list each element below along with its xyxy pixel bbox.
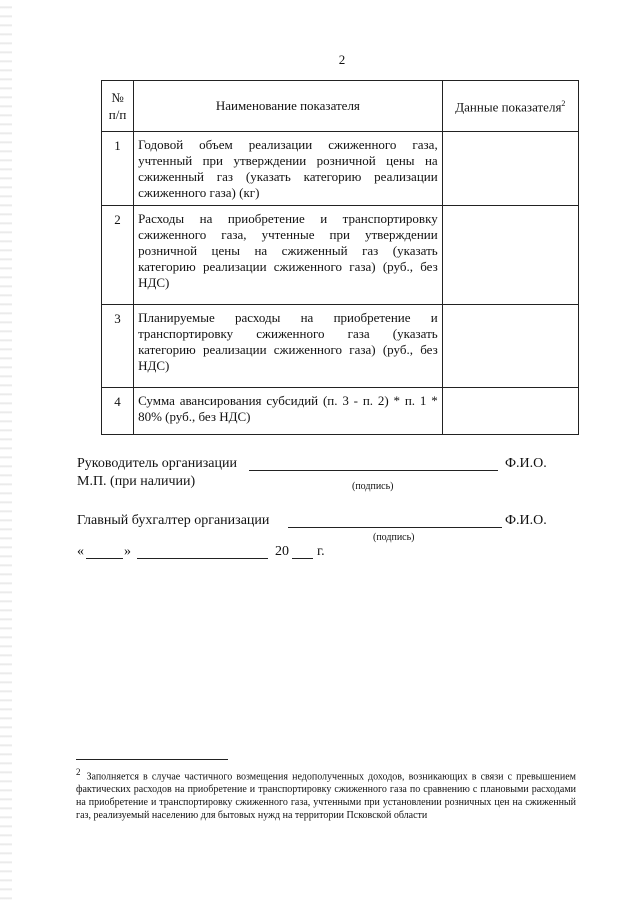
table-header-row (102, 81, 579, 132)
accountant-sign-caption: (подпись) (373, 532, 415, 543)
footnote-text: Заполняется в случае частичного возмещения недополученных доходов, возникающих в связи с превышением фактических расходов на приобретение и транспортировку сжиженного газа по сравнению с плановыми расходами на приобретение и транспортировку сжиженного газа, учтенными при установлении розничных цен на сжиженный газ, реализуемый населению для бытовых нужд на территории Псковской области (76, 771, 576, 822)
row-value (442, 206, 578, 305)
date-year-line[interactable] (292, 558, 313, 559)
row-name: Планируемые расходы на приобретение и транспортировку сжиженного газа (указать категорию реализации сжиженного газа) (руб., без НДС) (134, 305, 443, 388)
date-year-prefix: 20 (275, 544, 289, 559)
header-num-line-1: № (111, 90, 124, 105)
row-value (442, 388, 578, 435)
footnote-ref: 2 (561, 99, 566, 109)
accountant-label: Главный бухгалтер организации (77, 513, 270, 528)
date-year-suffix: г. (317, 544, 325, 559)
scan-edge (0, 0, 12, 905)
head-label: Руководитель организации (77, 456, 237, 471)
table-row (102, 132, 579, 206)
head-signature-line[interactable] (249, 470, 498, 471)
head-sign-caption: (подпись) (352, 481, 394, 492)
row-name: Сумма авансирования субсидий (п. 3 - п. 2) * п. 1 * 80% (руб., без НДС) (134, 388, 443, 435)
header-num (102, 81, 134, 132)
row-num: 2 (102, 206, 134, 305)
header-value-label: Данные показателя (455, 99, 562, 115)
accountant-fio: Ф.И.О. (505, 513, 547, 528)
header-name: Наименование показателя (134, 81, 443, 132)
row-num: 3 (102, 305, 134, 388)
row-num: 4 (102, 388, 134, 435)
header-value (442, 81, 578, 132)
row-name: Расходы на приобретение и транспортировку сжиженного газа, учтенные при утверждении розничной цены на сжиженный газ (указать категорию реализации сжиженного газа) (руб., без НДС) (134, 206, 443, 305)
row-num: 1 (102, 132, 134, 206)
table-row (102, 305, 579, 388)
date-day-line[interactable] (86, 558, 123, 559)
accountant-signature-line[interactable] (288, 527, 502, 528)
head-fio: Ф.И.О. (505, 456, 547, 471)
indicators-table (101, 80, 579, 435)
date-month-line[interactable] (137, 558, 268, 559)
row-value (442, 132, 578, 206)
table-row (102, 388, 579, 435)
header-num-line-2: п/п (108, 107, 127, 122)
row-name: Годовой объем реализации сжиженного газа, учтенный при утверждении розничной цены на сжиженный газ (указать категорию реализации сжиженного газа) (кг) (134, 132, 443, 206)
date-close-quote: » (124, 544, 131, 559)
stamp-label: М.П. (при наличии) (77, 474, 196, 489)
row-value (442, 305, 578, 388)
footnote (76, 766, 576, 822)
footnote-rule (76, 759, 228, 760)
page-number: 2 (338, 52, 346, 67)
footnote-mark: 2 (76, 767, 81, 777)
table-row (102, 206, 579, 305)
date-open-quote: « (77, 544, 84, 559)
